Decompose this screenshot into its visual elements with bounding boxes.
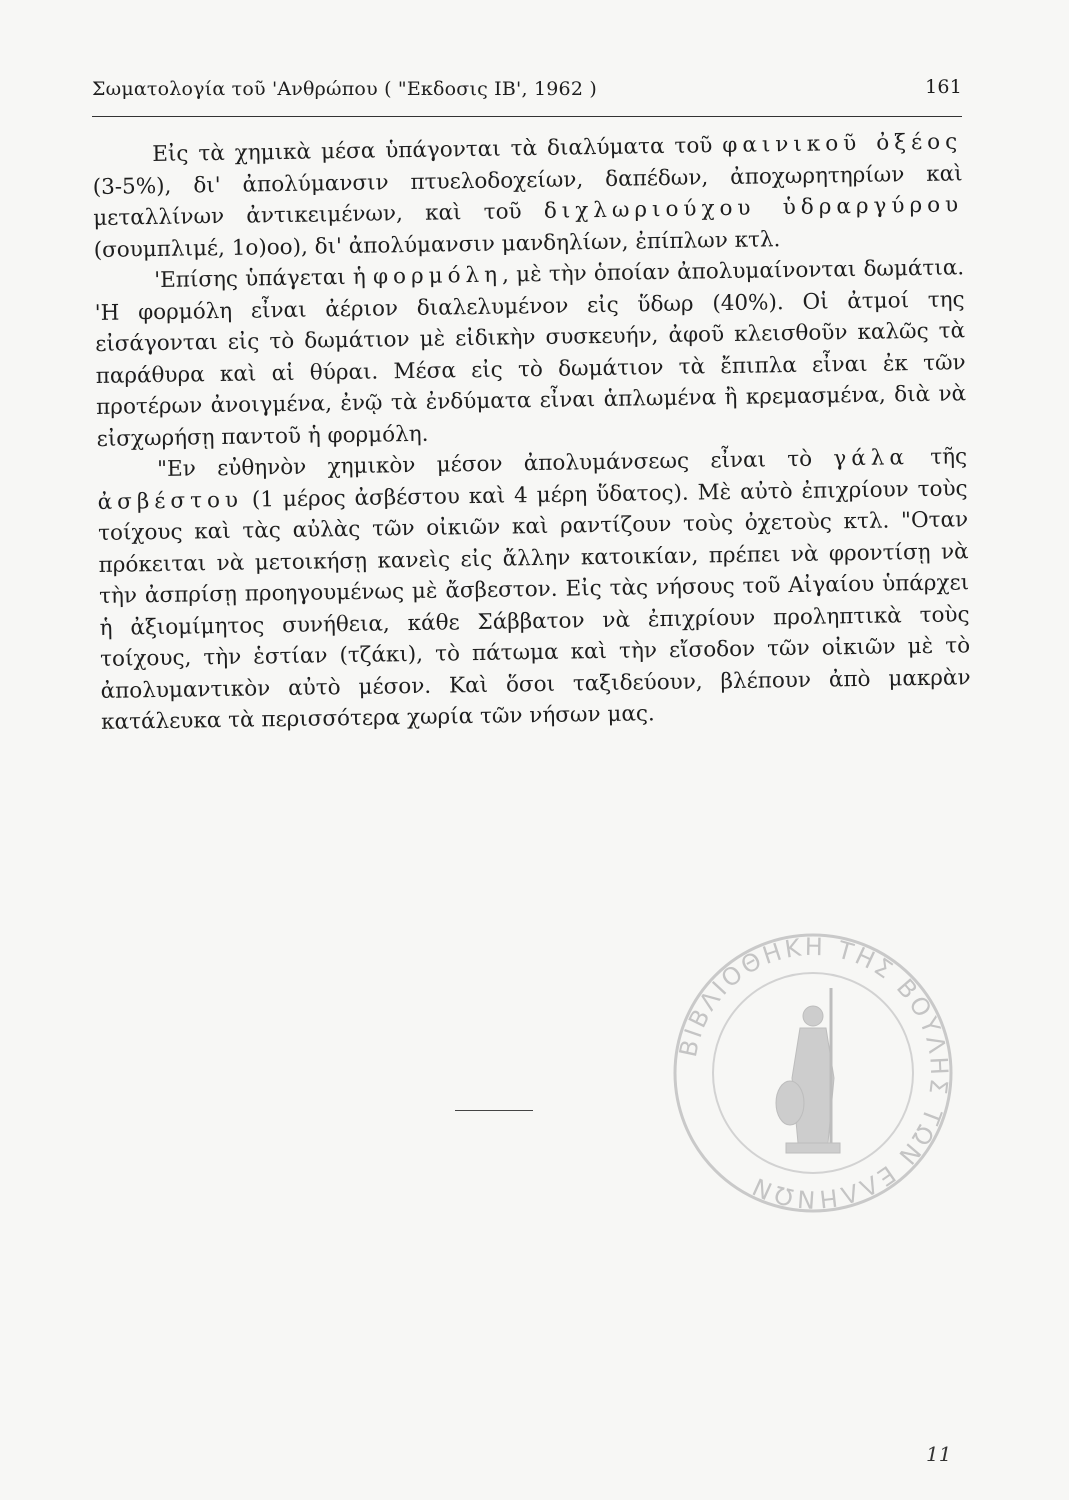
text-run: (1 μέρος ἀσβέστου καὶ 4 μέρη ὕδατος). Μὲ αὐτὸ ἐπιχρίουν τοὺς τοίχους καὶ τὰς αὐλὰς τῶν οἰκιῶν καὶ ραντίζουν τοὺς ὀχετοὺς κτλ. "Οταν πρόκειται νὰ μετοικήσῃ κανεὶς εἰς ἄλλην κατοικίαν, πρέπει νὰ φροντίσῃ νὰ τὴν ἀσπρίσῃ προηγουμένως μὲ ἄσβεστον. Εἰς τὰς νήσους τοῦ Αἰγαίου ὑπάρχει ἡ ἀξιομίμητος συνήθεια, κάθε Σάββατον νὰ ἐπιχρίουν προληπτικὰ τοὺς τοίχους, τὴν ἑστίαν (τζάκι), τὸ πάτωμα καὶ τὴν εἴσοδον τῶν οἰκιῶν μὲ τὸ ἀπολυμαντικὸν αὐτὸ μέσον. Καὶ ὅσοι ταξιδεύουν, βλέπουν ἀπὸ μακρὰν κατάλευκα τὰ περισσότερα χωρία τῶν νήσων μας.	[97, 475, 971, 735]
header-rule	[92, 116, 962, 117]
signature-mark: 11	[926, 1442, 952, 1466]
spaced-term: ἀσβέστου	[97, 487, 244, 515]
paragraph	[92, 126, 964, 266]
spaced-term: φορμόλη	[372, 262, 503, 290]
stamp-text: ΒΙΒΛΙΟΘΗΚΗ ΤΗΣ ΒΟΥΛΗΣ ΤΩΝ ΕΛΛΗΝΩΝ	[674, 932, 954, 1214]
text-run: , μὲ τὴν ὁποίαν ἀπολυμαίνονται δωμάτια. 'Η φορμόλη εἶναι ἀέριον διαλελυμένον εἰς ὕδωρ (40%). Οἱ ἀτμοί της εἰσάγονται εἰς τὸ δωμάτιον μὲ εἰδικὴν συσκευήν, ἀφοῦ κλεισθοῦν καλῶς τὰ παράθυρα καὶ αἱ θύραι. Μέσα εἰς τὸ δωμάτιον τὰ ἔπιπλα εἶναι ἐκ τῶν προτέρων ἀνοιγμένα, ἐνῷ τὰ ἐνδύματα εἶναι ἁπλωμένα ἢ κρεμασμένα, διὰ νὰ εἰσχωρήσῃ παντοῦ ἡ φορμόλη.	[94, 255, 967, 452]
text-run: (σουμπλιμέ, 1ο)οο), δι' ἀπολύμανσιν μανδηλίων, ἐπίπλων κτλ.	[93, 226, 781, 263]
library-stamp	[668, 928, 958, 1218]
text-run: "Εν εὐθηνὸν χημικὸν μέσον ἀπολυμάνσεως εἶναι τὸ	[156, 446, 834, 483]
running-header	[92, 74, 962, 106]
body-text	[92, 126, 971, 738]
paragraph	[94, 252, 967, 455]
text-run: (3-5%), δι' ἀπολύμανσιν πτυελοδοχείων, δαπέδων, ἀποχωρητηρίων καὶ μεταλλίνων ἀντικειμένων, καὶ τοῦ	[92, 160, 963, 231]
paragraph	[97, 441, 971, 738]
text-run: 'Επίσης ὑπάγεται ἡ	[154, 264, 374, 294]
text-run: Εἰς τὰ χημικὰ μέσα ὑπάγονται τὰ διαλύματα τοῦ	[152, 133, 723, 168]
spaced-term: γάλα	[833, 445, 910, 472]
section-end-rule	[455, 1110, 533, 1111]
page-number: 161	[925, 76, 962, 98]
spaced-term: διχλωριούχου ὑδραργύρου	[543, 192, 964, 224]
running-title: Σωματολογία τοῦ 'Ανθρώπου ( "Εκδοσις ΙΒ', 1962 )	[92, 78, 597, 100]
athena-figure-icon	[776, 988, 840, 1153]
spaced-term: φαινικοῦ ὀξέος	[722, 129, 963, 159]
text-run: τῆς	[908, 444, 968, 471]
